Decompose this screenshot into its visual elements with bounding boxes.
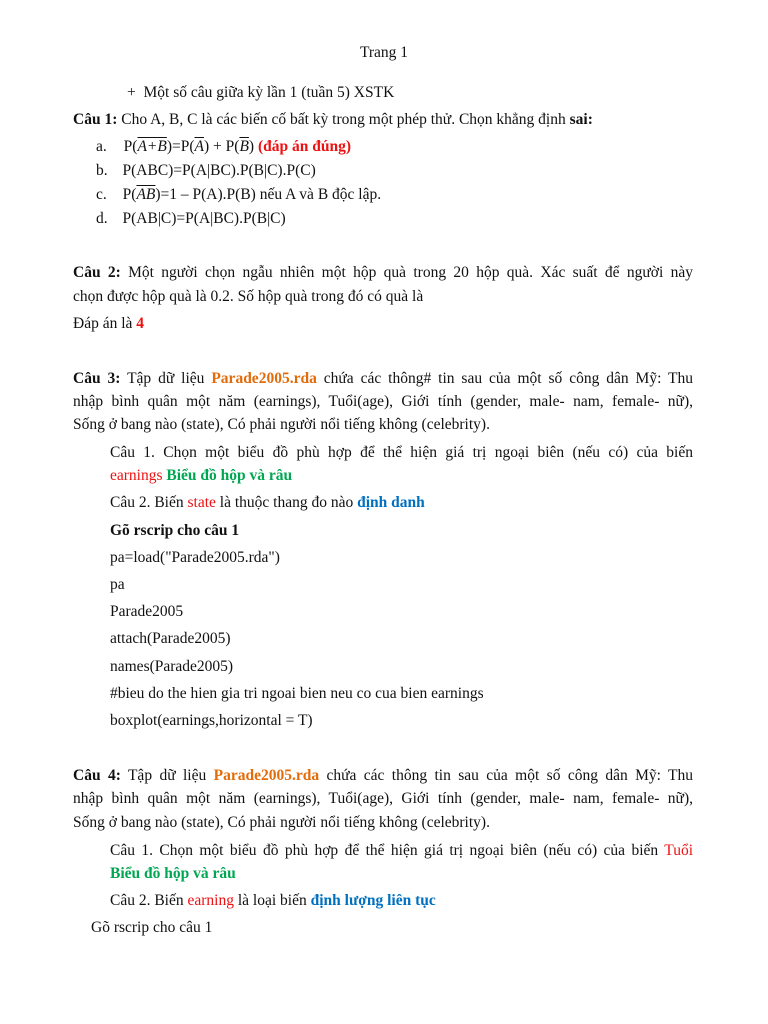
q3-dataset: Parade2005.rda (211, 370, 317, 387)
q1-emphasis: sai: (569, 111, 593, 128)
q1-option-c (96, 185, 381, 205)
q2-answer-line (73, 314, 144, 334)
q3-sub1-line-2 (110, 466, 292, 486)
bullet-icon: + (127, 84, 136, 101)
q3-label: Câu 3: (73, 370, 121, 387)
q4-label: Câu 4: (73, 767, 121, 784)
q2-text-1: Một người chọn ngẫu nhiên một hộp quà trong 20 hộp quà. Xác suất để người này (128, 264, 693, 281)
q3-script-heading: Gõ rscrip cho câu 1 (110, 522, 240, 539)
q3-sub1-var: earnings (110, 467, 163, 484)
q3-sub2-var: state (187, 494, 216, 511)
intro-line (127, 83, 394, 103)
code-line: boxplot(earnings,horizontal = T) (110, 712, 313, 729)
q4-line-1: Câu 4: Tập dữ liệu Parade2005.rda chứa các thông tin sau của một số công dân Mỹ: Thu (73, 767, 694, 784)
q2-answer-prefix: Đáp án là (73, 315, 133, 332)
q4-sub1-var: Tuổi (664, 842, 693, 859)
q4-sub2: Câu 2. Biến earning là loại biến định lượng liên tục (110, 892, 436, 909)
q4-sub2-answer: định lượng liên tục (310, 892, 436, 909)
q4-sub2-var: earning (187, 892, 234, 909)
option-letter: c. (96, 186, 107, 203)
page-header (0, 43, 768, 63)
q4-line-3: Sống ở bang nào (state), Có phải người nổi tiếng không (celebrity). (73, 814, 490, 831)
q1-prompt (73, 110, 593, 130)
q3-line-2: nhập bình quân một năm (earnings), Tuổi(age), Giới tính (gender, male- nam, female- nữ), (73, 393, 693, 410)
q3-sub2: Câu 2. Biến state là thuộc thang đo nào định danh (110, 494, 425, 511)
code-line: names(Parade2005) (110, 658, 234, 675)
code-line: pa=load("Parade2005.rda") (110, 549, 280, 566)
q4-sub1-answer: Biểu đồ hộp và râu (110, 865, 236, 882)
option-a-text: $P(A+B)=P(\overline{A}) + P(\overline{B})$ (123, 138, 255, 155)
q1-label: Câu 1: (73, 111, 118, 128)
q3-line-3: Sống ở bang nào (state), Có phải người nổi tiếng không (celebrity). (73, 416, 490, 433)
code-line: pa (110, 576, 125, 593)
q3-line-1: Câu 3: Tập dữ liệu Parade2005.rda chứa các thông# tin sau của một số công dân Mỹ: Thu (73, 370, 694, 387)
q3-sub1-answer: Biểu đồ hộp và râu (166, 467, 293, 484)
option-a-answer: (đáp án đúng) (257, 138, 351, 155)
q3-sub2-answer: định danh (357, 494, 425, 511)
page-label: Trang 1 (359, 44, 409, 61)
q1-text: Cho A, B, C là các biến cố bất kỳ trong một phép thử. Chọn khẳng định (121, 111, 566, 128)
q4-dataset: Parade2005.rda (213, 767, 320, 784)
intro-text: Một số câu giữa kỳ lần 1 (tuần 5) XSTK (143, 84, 395, 101)
q1-option-a (96, 137, 351, 157)
option-letter: d. (96, 210, 108, 227)
code-line: Parade2005 (110, 603, 184, 620)
q3-sub1-line-1: Câu 1. Chọn một biểu đồ phù hợp để thể hiện giá trị ngoại biên (nếu có) của biến (110, 444, 693, 461)
q2-answer: 4 (136, 315, 145, 332)
q4-line-2: nhập bình quân một năm (earnings), Tuổi(age), Giới tính (gender, male- nam, female- nữ), (73, 790, 693, 807)
option-letter: a. (96, 138, 107, 155)
q1-option-d (96, 209, 286, 229)
option-d-text: P(AB|C)=P(A|BC).P(B|C) (122, 210, 286, 227)
q2-line-2: chọn được hộp quà là 0.2. Số hộp quà trong đó có quà là (73, 288, 424, 305)
option-c-text: $P(\overline{AB})=1 - P(A).P(B)$ nếu A và B độc lập. (122, 186, 382, 203)
code-line: attach(Parade2005) (110, 630, 231, 647)
q4-script-heading: Gõ rscrip cho câu 1 (91, 919, 213, 936)
q1-option-b (96, 161, 316, 181)
q2-line-1 (73, 263, 693, 283)
code-comment: #bieu do the hien gia tri ngoai bien neu co cua bien earnings (110, 685, 484, 702)
q4-sub1-line-1: Câu 1. Chọn một biểu đồ phù hợp để thể hiện giá trị ngoại biên (nếu có) của biến Tuổi (110, 842, 693, 859)
option-b-text: P(ABC)=P(A|BC).P(B|C).P(C) (122, 162, 316, 179)
q2-label: Câu 2: (73, 264, 121, 281)
option-letter: b. (96, 162, 108, 179)
